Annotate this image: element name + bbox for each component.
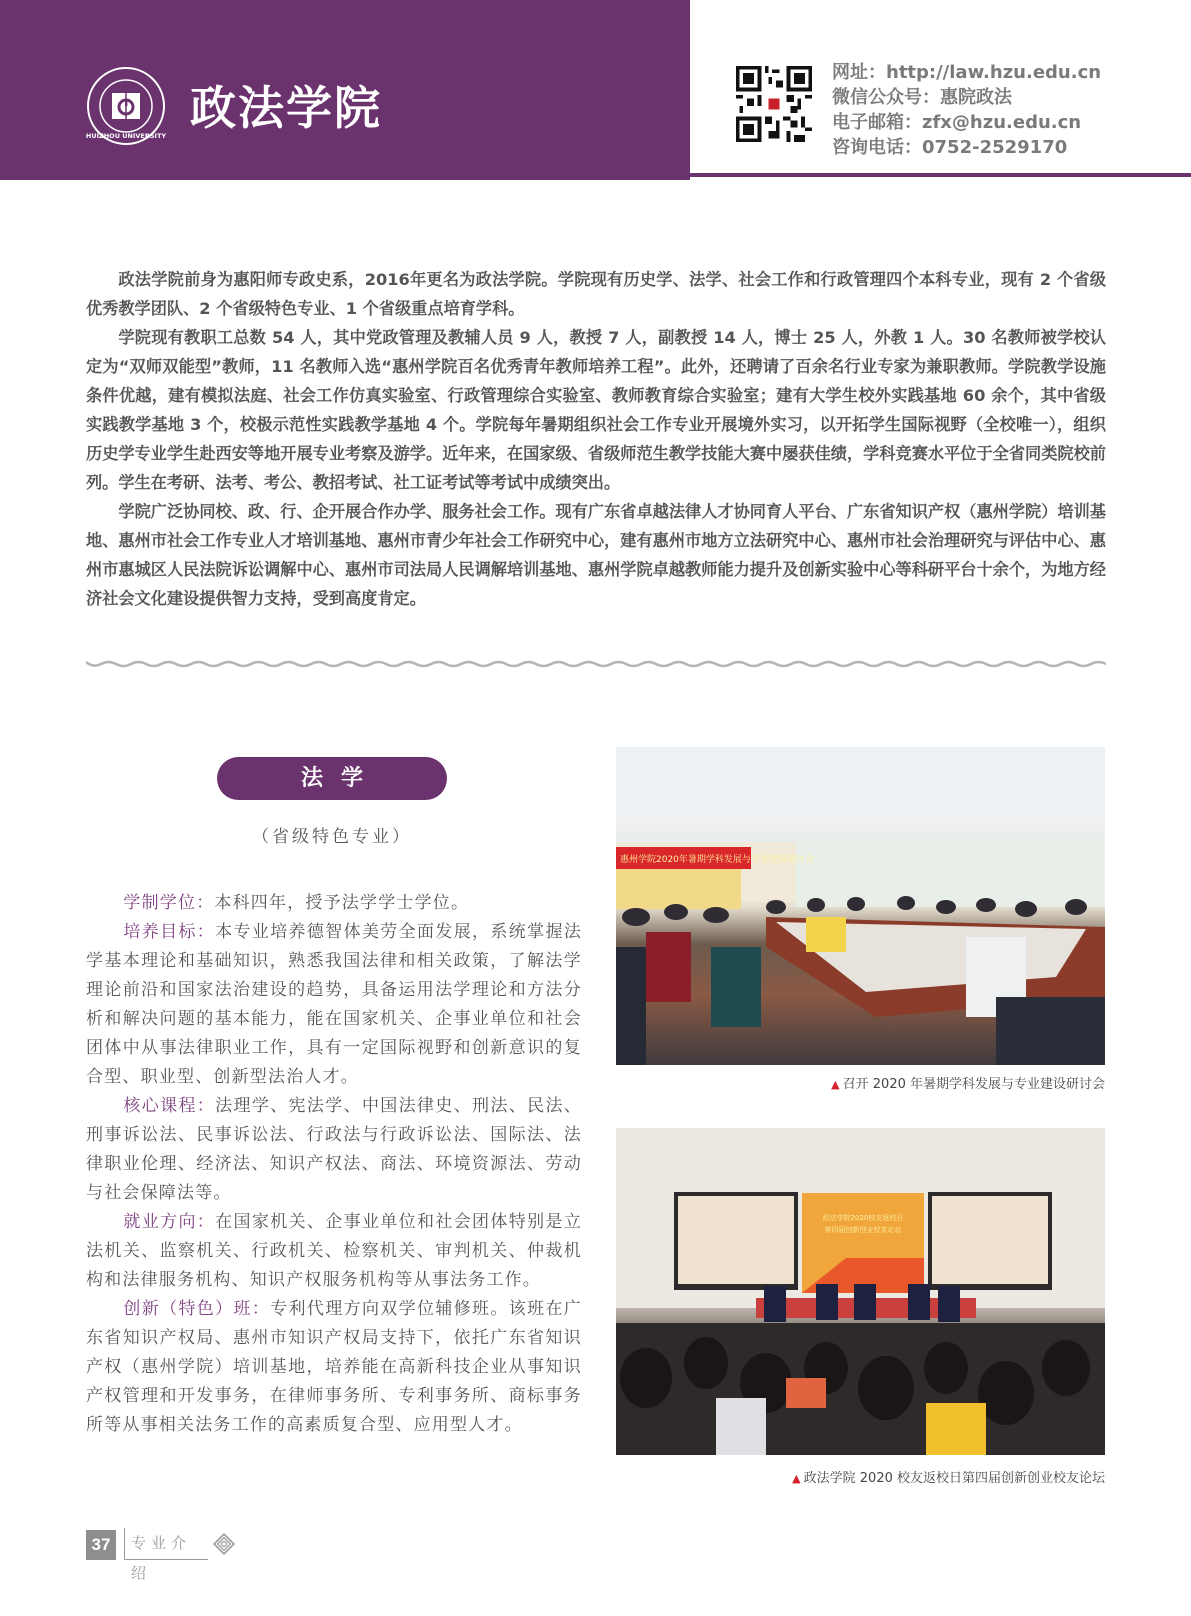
qr-code-icon	[736, 66, 812, 142]
section-label: 核心课程：	[123, 1096, 216, 1116]
section-employment	[86, 1208, 582, 1295]
section-label: 就业方向：	[123, 1212, 216, 1232]
section-objective	[86, 918, 582, 1092]
section-label: 培养目标：	[123, 922, 216, 942]
intro-paragraph: 学院广泛协同校、政、行、企开展合作办学、服务社会工作。现有广东省卓越法律人才协同育人平台、广东省知识产权（惠州学院）培训基地、惠州市社会工作专业人才培训基地、惠州市青少年社会工作研究中心，建有惠州市地方立法研究中心、惠州市社会治理研究与评估中心、惠州市惠城区人民法院诉讼调解中心、惠州市司法局人民调解培训基地、惠州学院卓越教师能力提升及创新实验中心等科研平台十余个，为地方经济社会文化建设提供智力支持，受到高度肯定。	[86, 502, 1106, 608]
section-text: 在国家机关、企事业单位和社会团体特别是立法机关、监察机关、行政机关、检察机关、审判机关、仲裁机构和法律服务机构、知识产权服务机构等从事法务工作。	[86, 1212, 583, 1290]
contact-info	[832, 60, 1101, 160]
section-label: 创新（特色）班：	[123, 1299, 271, 1319]
section-text: 专利代理方向双学位辅修班。该班在广东省知识产权局、惠州市知识产权局支持下，依托广东省知识产权（惠州学院）培训基地，培养能在高新科技企业从事知识产权管理和开发事务，在律师事务所、专利事务所、商标事务所等从事相关法务工作的高素质复合型、应用型人才。	[86, 1299, 582, 1435]
section-text: 法理学、宪法学、中国法律史、刑法、民法、刑事诉讼法、民事诉讼法、行政法与行政诉讼法、国际法、法律职业伦理、经济法、知识产权法、商法、环境资源法、劳动与社会保障法等。	[86, 1096, 583, 1203]
header-underline	[690, 173, 1191, 177]
photo-caption: ▲ 召开 2020 年暑期学科发展与专业建设研讨会	[831, 1077, 1105, 1092]
email-link[interactable]: 电子邮箱：zfx@hzu.edu.cn	[832, 112, 1082, 133]
website-link[interactable]: 网址：http://law.hzu.edu.cn	[832, 62, 1102, 83]
section-label: 学制学位：	[123, 893, 215, 913]
alumni-forum-photo	[616, 1128, 1105, 1455]
page-number: 37	[86, 1530, 116, 1560]
section-innovation-class	[86, 1295, 582, 1440]
lattice-ornament-icon	[213, 1533, 235, 1555]
section-degree	[86, 889, 582, 918]
section-text: 本专业培养德智体美劳全面发展，系统掌握法学基本理论和基础知识，熟悉我国法律和相关政策，了解法学理论前沿和国家法治建设的趋势，具备运用法学理论和方法分析和解决问题的基本能力，能在国家机关、企事业单位和社会团体中从事法律职业工作，具有一定国际视野和创新意识的复合型、职业型、创新型法治人才。	[86, 922, 583, 1087]
major-details	[86, 889, 582, 1440]
section-name: 专业介绍	[124, 1528, 208, 1560]
university-logo-icon	[86, 66, 166, 146]
section-core-courses	[86, 1092, 582, 1208]
forum-scene-illustration	[616, 1128, 1105, 1455]
seminar-photo	[616, 747, 1105, 1065]
intro-paragraph: 学院现有教职工总数 54 人，其中党政管理及教辅人员 9 人，教授 7 人，副教授 14 人，博士 25 人，外教 1 人。30 名教师被学校认定为“双师双能型”教师，11 名教师入选“惠州学院百名优秀青年教师培养工程”。此外，还聘请了百余名行业专家为兼职教师。学院教学设施条件优越，建有模拟法庭、社会工作仿真实验室、行政管理综合实验室、教师教育综合实验室；建有大学生校外实践基地 60 余个，其中省级实践教学基地 3 个，校极示范性实践教学基地 4 个。学院每年暑期组织社会工作专业开展境外实习，以开拓学生国际视野（全校唯一），组织历史学专业学生赴西安等地开展专业考察及游学。近年来，在国家级、省级师范生教学技能大赛中屡获佳绩，学科竞赛水平位于全省同类院校前列。学生在考研、法考、考公、教招考试、社工证考试等考试中成绩突出。	[86, 328, 1106, 492]
major-designation: （省级特色专业）	[252, 827, 412, 847]
college-introduction	[86, 265, 1106, 613]
svg-text:HUIZHOU UNIVERSITY: HUIZHOU UNIVERSITY	[86, 132, 166, 140]
wave-divider	[86, 656, 1106, 672]
school-title: 政法学院	[190, 81, 382, 135]
phone-number: 咨询电话：0752-2529170	[832, 137, 1068, 158]
photo-caption: ▲ 政法学院 2020 校友返校日第四届创新创业校友论坛	[792, 1471, 1105, 1486]
triangle-marker-icon: ▲	[831, 1078, 840, 1091]
triangle-marker-icon: ▲	[792, 1472, 801, 1485]
seminar-scene-illustration	[616, 747, 1105, 1065]
wechat-account: 微信公众号：惠院政法	[832, 87, 1012, 108]
svg-text:第四届创新创业校友论坛: 第四届创新创业校友论坛	[824, 1226, 902, 1234]
section-text: 本科四年，授予法学学士学位。	[214, 893, 470, 913]
major-title-badge: 法学	[217, 757, 447, 800]
svg-text:惠州学院2020年暑期学科发展与专业建设研讨会: 惠州学院2020年暑期学科发展与专业建设研讨会	[620, 855, 814, 865]
svg-text:政法学院2020校友返校日: 政法学院2020校友返校日	[822, 1214, 904, 1222]
intro-paragraph: 政法学院前身为惠阳师专政史系，2016年更名为政法学院。学院现有历史学、法学、社会工作和行政管理四个本科专业，现有 2 个省级优秀教学团队、2 个省级特色专业、1 个省级重点培育学科。	[86, 270, 1106, 318]
